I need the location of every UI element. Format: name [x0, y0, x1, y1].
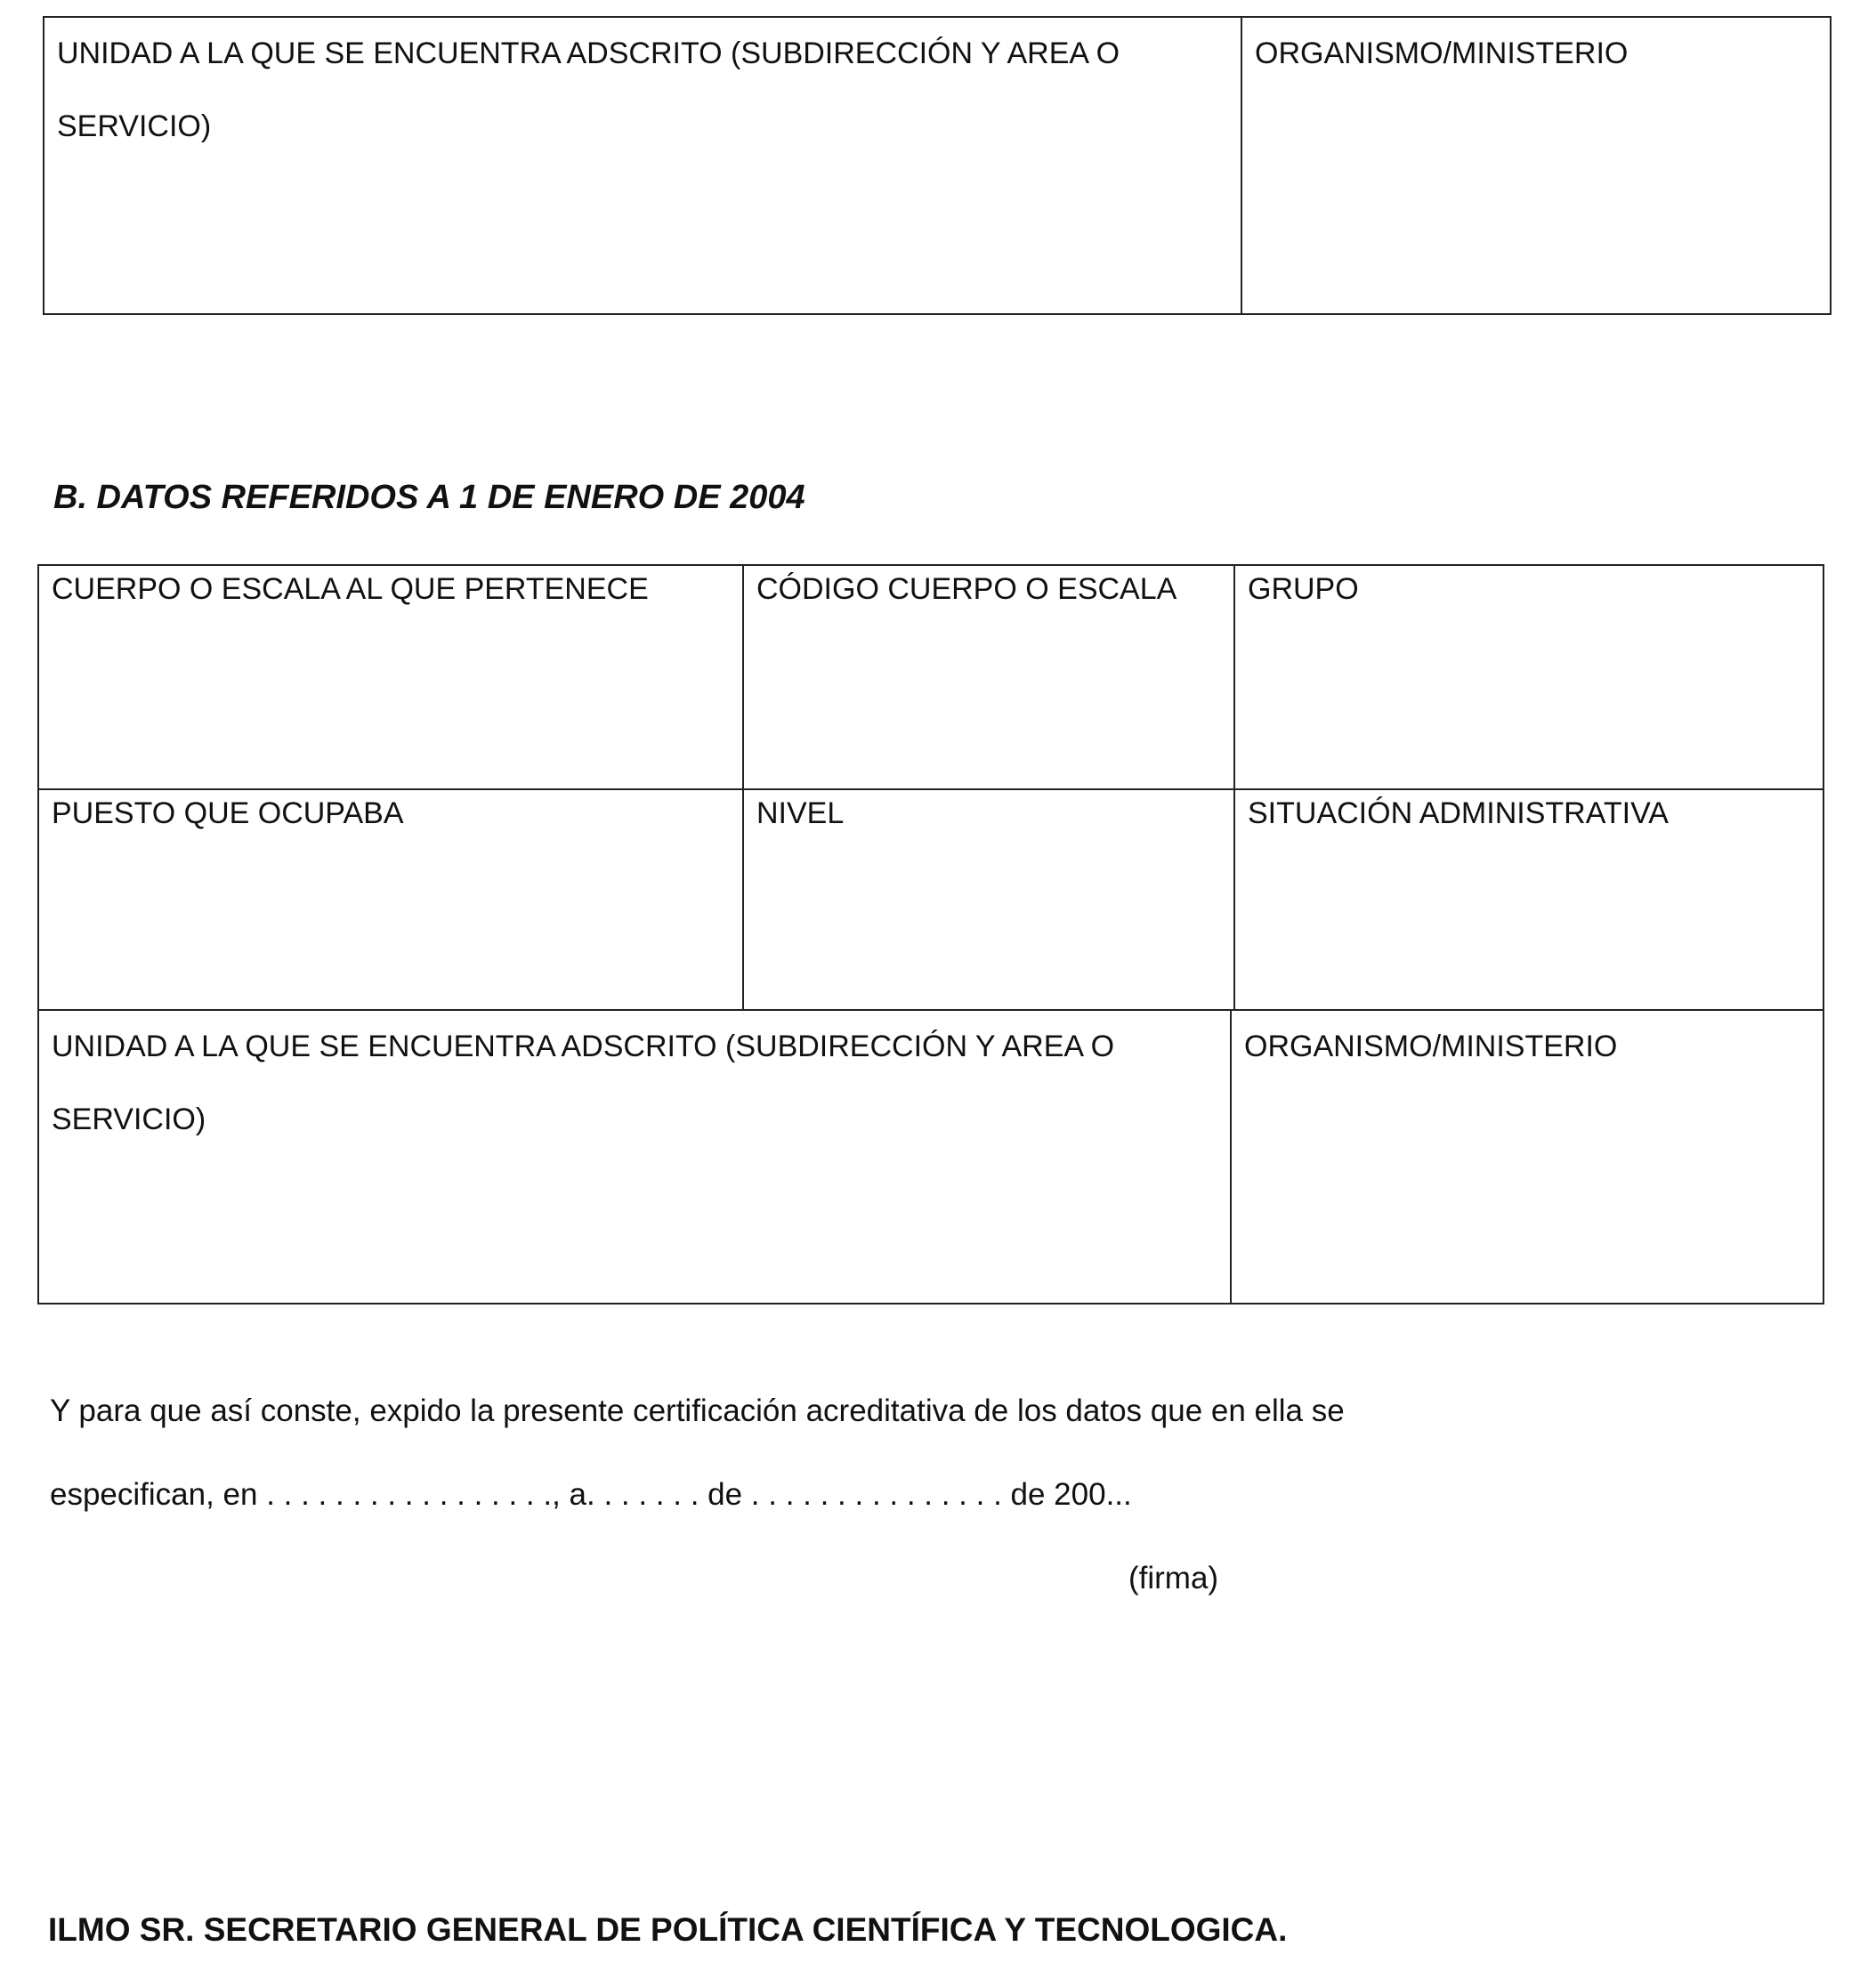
b-unidad-label-line1: UNIDAD A LA QUE SE ENCUENTRA ADSCRITO (SUBDIRECCIÓN Y AREA O	[52, 1030, 1115, 1063]
situacion-label: SITUACIÓN ADMINISTRATIVA	[1248, 796, 1669, 830]
top-form-table	[43, 16, 1832, 315]
puesto-field[interactable]	[39, 790, 742, 1009]
puesto-label: PUESTO QUE OCUPABA	[52, 796, 404, 830]
top-unidad-field[interactable]	[44, 18, 1241, 313]
cuerpo-escala-field[interactable]	[39, 566, 742, 788]
signature-label: (firma)	[1128, 1561, 1219, 1595]
top-unidad-label-line2: SERVICIO)	[57, 109, 212, 143]
situacion-field[interactable]	[1235, 790, 1823, 1009]
grupo-field[interactable]	[1235, 566, 1823, 788]
section-b-title: B. DATOS REFERIDOS A 1 DE ENERO DE 2004	[53, 479, 805, 516]
b-unidad-label-line2: SERVICIO)	[52, 1103, 206, 1136]
b-unidad-field[interactable]	[39, 1011, 1230, 1303]
top-unidad-label-line1: UNIDAD A LA QUE SE ENCUENTRA ADSCRITO (SUBDIRECCIÓN Y AREA O	[57, 36, 1120, 70]
top-organismo-label: ORGANISMO/MINISTERIO	[1255, 36, 1629, 70]
codigo-cuerpo-field[interactable]	[744, 566, 1233, 788]
nivel-field[interactable]	[744, 790, 1233, 1009]
addressee: ILMO SR. SECRETARIO GENERAL DE POLÍTICA CIENTÍFICA Y TECNOLOGICA.	[48, 1911, 1288, 1948]
nivel-label: NIVEL	[756, 796, 845, 830]
cuerpo-escala-label: CUERPO O ESCALA AL QUE PERTENECE	[52, 572, 649, 606]
section-b-table	[37, 564, 1824, 1305]
certification-line-2: especifican, en . . . . . . . . . . . . . . . . ., a. . . . . . . de . . . . . . . . . . . . . . . de 200...	[50, 1477, 1132, 1512]
b-organismo-label: ORGANISMO/MINISTERIO	[1244, 1030, 1618, 1063]
grupo-label: GRUPO	[1248, 572, 1359, 606]
certification-line-1: Y para que así conste, expido la presente certificación acreditativa de los datos que en ella se	[50, 1393, 1345, 1428]
top-organismo-field[interactable]	[1242, 18, 1830, 313]
b-organismo-field[interactable]	[1232, 1011, 1823, 1303]
codigo-cuerpo-label: CÓDIGO CUERPO O ESCALA	[756, 572, 1177, 606]
